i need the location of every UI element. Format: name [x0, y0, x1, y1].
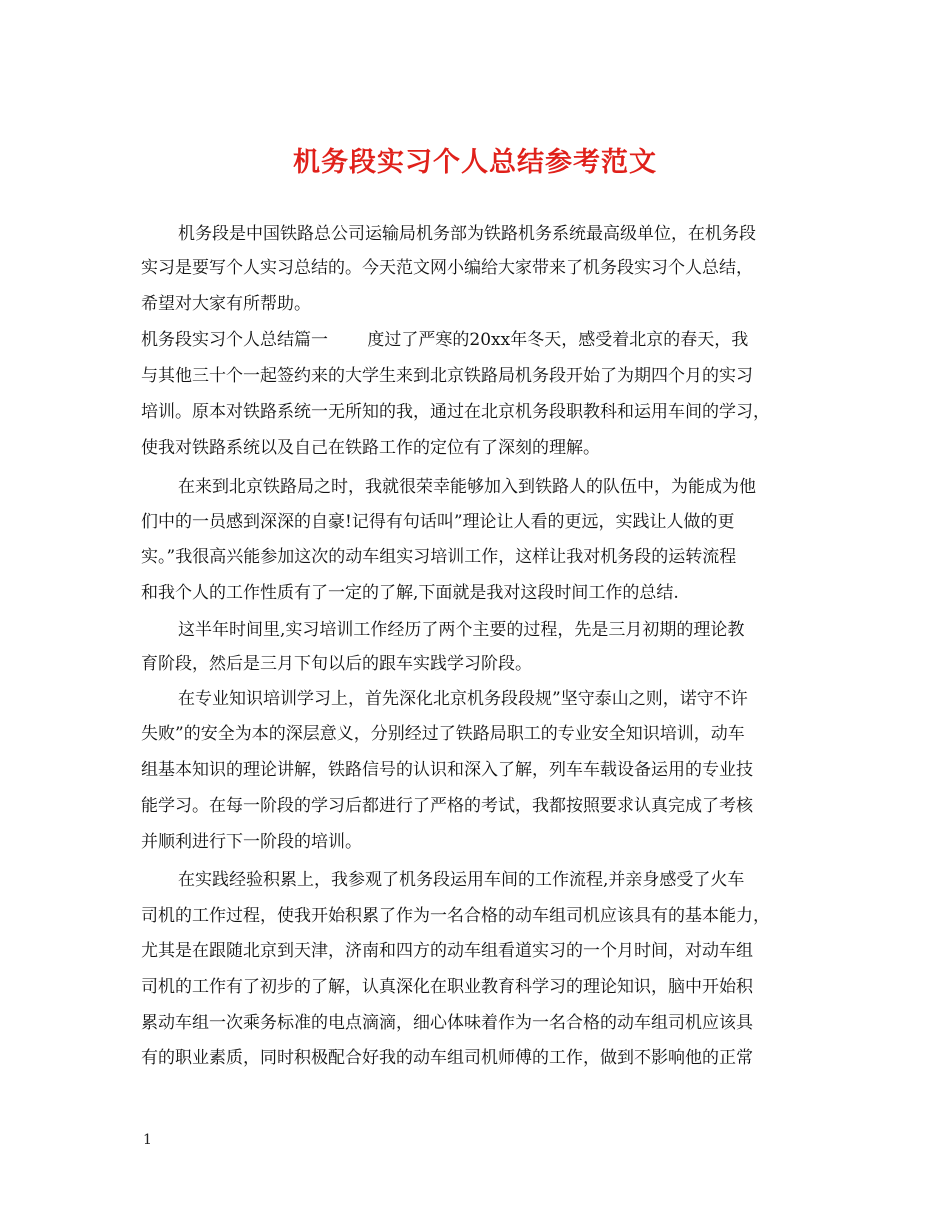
text-line: 失败”的安全为本的深层意义，分别经过了铁路局职工的专业安全知识培训，动车 — [141, 724, 745, 744]
text-line: 实。”我很高兴能参加这次的动车组实习培训工作，这样让我对机务段的运转流程 — [141, 547, 737, 567]
text-line: 司机的工作有了初步的了解，认真深化在职业教育科学习的理论知识，脑中开始积 — [141, 977, 753, 997]
text-line: 与其他三十个一起签约来的大学生来到北京铁路局机务段开始了为期四个月的实习 — [141, 366, 753, 386]
text-line: 有的职业素质，同时积极配合好我的动车组司机师傅的工作，做到不影响他的正常 — [141, 1048, 753, 1068]
text-line: 和我个人的工作性质有了一定的了解,下面就是我对这段时间工作的总结. — [141, 583, 679, 603]
page-title: 机务段实习个人总结参考范文 — [293, 147, 657, 178]
text-line: 尤其是在跟随北京到天津，济南和四方的动车组看道实习的一个月时间，对动车组 — [141, 941, 753, 961]
text-line: 能学习。在每一阶段的学习后都进行了严格的考试，我都按照要求认真完成了考核 — [141, 796, 753, 816]
text-line: 组基本知识的理论讲解，铁路信号的认识和深入了解，列车车载设备运用的专业技 — [141, 760, 753, 780]
text-line: 累动车组一次乘务标准的电点滴滴，细心体味着作为一名合格的动车组司机应该具 — [141, 1013, 753, 1033]
text-line: 并顺利进行下一阶段的培训。 — [141, 832, 362, 852]
text-line: 在实践经验积累上，我参观了机务段运用车间的工作流程,并亲身感受了火车 — [178, 870, 745, 890]
text-line: 希望对大家有所帮助。 — [141, 294, 311, 314]
text-line: 在专业知识培训学习上，首先深化北京机务段段规”坚守泰山之则，诺守不许 — [178, 689, 748, 709]
text-line: 在来到北京铁路局之时，我就很荣幸能够加入到铁路人的队伍中，为能成为他 — [178, 477, 756, 497]
text-line: 们中的一员感到深深的自豪!记得有句话叫”理论让人看的更远，实践让人做的更 — [141, 512, 735, 532]
page-number: 1 — [143, 1132, 152, 1148]
text-line: 机务段是中国铁路总公司运输局机务部为铁路机务系统最高级单位，在机务段 — [178, 224, 756, 244]
text-line: 实习是要写个人实习总结的。今天范文网小编给大家带来了机务段实习个人总结， — [141, 258, 753, 278]
text-line: 育阶段，然后是三月下旬以后的跟车实践学习阶段。 — [141, 654, 532, 674]
text-line: 机务段实习个人总结篇一 度过了严寒的20xx年冬天，感受着北京的春天，我 — [141, 330, 749, 350]
text-line: 这半年时间里,实习培训工作经历了两个主要的过程，先是三月初期的理论教 — [178, 620, 745, 640]
text-line: 培训。原本对铁路系统一无所知的我，通过在北京机务段职教科和运用车间的学习， — [141, 402, 770, 422]
text-line: 司机的工作过程，使我开始积累了作为一名合格的动车组司机应该具有的基本能力， — [141, 906, 770, 926]
text-line: 使我对铁路系统以及自己在铁路工作的定位有了深刻的理解。 — [141, 438, 600, 458]
